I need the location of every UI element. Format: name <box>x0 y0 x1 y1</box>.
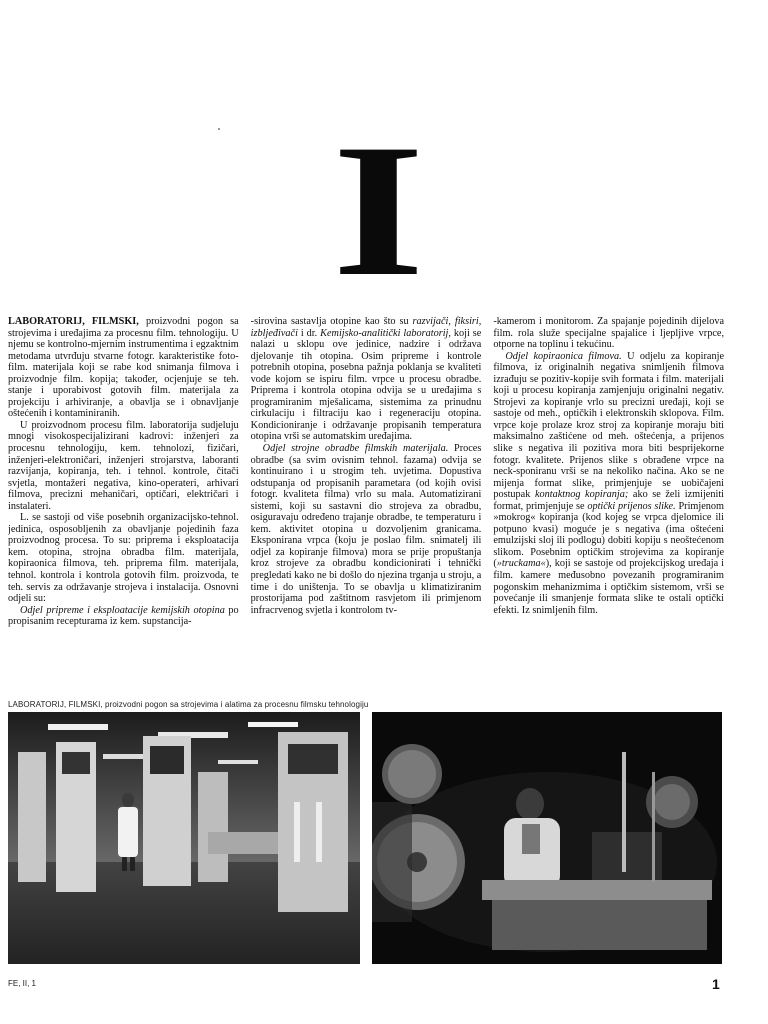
paragraph <box>8 605 239 628</box>
paragraph-text: po propisanim recepturama iz kem. supstancija- <box>8 604 239 628</box>
italic-term: optički prijenos slike. <box>587 500 676 512</box>
paragraph-text: -sirovina sastavlja otopine kao što su <box>250 316 413 327</box>
paragraph <box>8 316 239 420</box>
italic-term: Odjel strojne obradbe filmskih materijala. <box>262 443 449 455</box>
paragraph-text: L. se sastoji od više posebnih organizacijsko-tehnol. jedinica, osposobljenih za obavljanje pojedinih faza proizvodnog procesa. To su: priprema i eksploatacija kem. otopina, strojna obradba film. materijala, kopiraonica filmova, teh. priprema film. materijala, tehnol. kontrola i kontrola gotovih film. proizvoda, te teh. servis za održavanje strojeva i instalacija. Osnovni odjeli su: <box>8 512 239 605</box>
paragraph-text: U odjelu za kopiranje filmova, iz originalnih negativa snimljenih filmova izrađuju se pozitiv-kopije svih formata i film. materijali koji u procesu kopiranja zamjenjuju originalni negativ. Strojevi za kopiranje vrlo su precizni uređaji, koji se sastoje od meh., optičkih i elektronskih sklopova. Film. vrpce koje prolaze kroz stroj za kopiranje moraju biti maksimalno zaštićene od meh. oštećenja, a prijenos slike s negativa ili pozitiva mora biti besprijekorne fotogr. kvalitete. Prijenos slike s obrađene vrpce na neck-sponiranu vrši se na nekoliko načina. Ako se ne mijenja format slike, primjenjuje se uobičajeni postupak <box>493 350 725 501</box>
paragraph <box>8 512 239 604</box>
paragraph-text: i dr. <box>297 327 321 339</box>
text-column-1 <box>8 316 239 652</box>
paragraph-text: Proces obradbe (sa svim ovisnim tehnol. fazama) odvija se kontinuirano i u strogim teh. uvjetima. Dopustiva odstupanja od propisanih parametara (od kojih ovisi fotogr. kvaliteta filma) vrlo su mala. Automatizirani sistemi, koji su sastavni dio strojeva za obradbu, osiguravaju određeno trajanje obradbe, te temperaturu i kem. aktivitet otopina u dozvoljenim granicama. Eksponirana vrpca (koju je poslao film. snimatelj ili odjel za kopiranje filmova) mora se prije propuštanja kroz strojeve za obradbu kondicionirati i tehnički pregledati kako ne bi došlo do njezina trganja u stroju, a time i do uništenja. To se obavlja u klimatiziranim prostorijama pod zaštitnom rasvjetom ili primjenom infracrvenog svjetla i kontrolom tv- <box>250 443 482 616</box>
paragraph-text: koji se nalazi u sklopu ove jedinice, nadzire i održava djelovanje tih otopina. Osim pripreme i kontrole potrebnih otopina, posebna pažnja poklanja se kvaliteti vode kojom se ispiru film. vrpce u procesu obradbe. Priprema i kontrola otopina odvija se u uređajima s programiranim mješalicama, sistemima za prinudnu cirkulaciju i filtraciju kao i regeneraciju otopina. Kondicioniranje i održavanje propisanih temperatura otopina vrši se automatskim uređajima. <box>250 327 482 443</box>
page-number: 1 <box>712 976 720 992</box>
laboratory-hall-image <box>8 712 360 964</box>
paragraph <box>251 443 482 616</box>
paragraph-text: proizvodni pogon sa strojevima i uređajima za procesnu film. tehnologiju. U njemu se kontrolno-mjernim instrumentima i egzaktnim metodama utvrđuju stvarne fotogr. karakteristike foto-film. materijala koji se rabe kod snimanja filmova i proizvodnje film. kopija; također, ocjenjuje se teh. stanje i uporabivost gotovih film. materijala za projekciju i arhiviranje, a obavlja se i obnavljanje oštećenih i kontaminiranih. <box>8 316 239 420</box>
copying-machine-photo <box>372 712 722 964</box>
entry-headword: LABORATORIJ, FILMSKI, <box>8 316 139 327</box>
paragraph-text: Primjenom »mokrog« kopiranja (kod kojeg se vrpca djelomice ili potpuno kvasi) moguće je s negativa (ima oštećeni emulzijski sloj ili podlogu) dobiti kopiju s neoštećenom slikom. Posebnim optičkim strojevima za kopiranje ( <box>493 500 725 570</box>
paragraph <box>493 316 724 351</box>
article-body <box>8 316 724 652</box>
volume-marker: FE, II, 1 <box>8 979 37 988</box>
photo-caption: LABORATORIJ, FILMSKI, proizvodni pogon sa strojevima i alatima za procesnu filmsku tehnologiju <box>8 700 369 709</box>
italic-term: Odjel pripreme i eksploatacije kemijskih otopina <box>20 604 225 616</box>
copying-machine-image <box>372 712 722 964</box>
paragraph <box>493 351 724 617</box>
paragraph-text: ako se želi izmijeniti format, primjenjuje se <box>493 489 725 512</box>
italic-term: Kemijsko-analitički laboratorij, <box>320 327 451 339</box>
laboratory-hall-photo <box>8 712 360 964</box>
print-speck <box>218 128 220 130</box>
italic-term: kontaktnog kopiranja; <box>534 489 629 501</box>
italic-term: razvijači, fiksiri, izbljeđivači <box>250 316 482 339</box>
paragraph-text: ), koji se sastoje od projekcijskog uređaja i film. kamere međusobno povezanih programiranim pogonskim mehanizmima i optičkim sistemom, vrši se povećanje ili smanjenje formata slike te ostali optički efekti. Iz snimljenih film. <box>493 558 725 616</box>
italic-term: Odjel kopiraonica filmova. <box>505 350 622 362</box>
section-letter: I <box>332 106 425 316</box>
text-column-2 <box>251 316 482 652</box>
paragraph-text: -kamerom i monitorom. Za spajanje pojedinih dijelova film. rola služe specijalne spajalice i ljepljive vrpce, otporne na toplinu i tekućinu. <box>493 316 725 351</box>
paragraph <box>8 420 239 512</box>
italic-term: »truckama« <box>496 558 546 570</box>
paragraph <box>251 316 482 443</box>
text-column-3 <box>493 316 724 652</box>
paragraph-text: U proizvodnom procesu film. laboratorija sudjeluju mnogi visokospecijalizirani kadrovi: inženjeri za procesnu tehnologiju, kem. tehnolozi, fizičari, inženjeri-elektroničari, inženjeri strojarstva, laboranti razvijanja, kopiranja, teh. i tehnol. kontrole, čitači svjetla, montažeri negativa, kino-operateri, arhivari filmova, precizni mehaničari, optičari, električari i instalateri. <box>8 419 239 512</box>
